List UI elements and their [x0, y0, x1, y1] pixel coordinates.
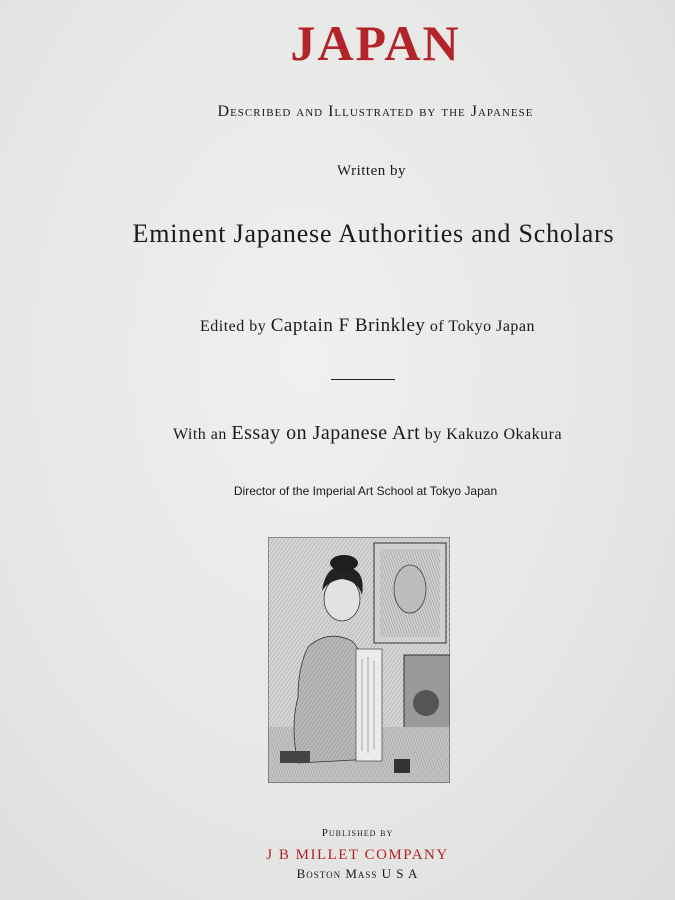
- published-by: Published by: [321, 827, 394, 839]
- essay-line: [30, 422, 675, 445]
- edited-line: [30, 315, 675, 337]
- edited-post: of Tokyo Japan: [429, 318, 536, 335]
- essay-pre: With an: [172, 426, 227, 443]
- written-by: Written by: [337, 163, 406, 179]
- essay-title: Essay on Japanese Art: [231, 422, 421, 444]
- divider-rule: [331, 379, 395, 380]
- publisher-city: Boston Mass U S A: [296, 866, 419, 881]
- subtitle: Described and Illustrated by the Japanese: [217, 103, 534, 120]
- authors-line: Eminent Japanese Authorities and Scholars: [132, 219, 615, 248]
- director-line: Director of the Imperial Art School at Tokyo Japan: [233, 484, 498, 498]
- publisher-name: J B MILLET COMPANY: [266, 847, 449, 863]
- edited-pre: Edited by: [199, 318, 267, 335]
- essay-author: by Kakuzo Okakura: [424, 426, 563, 443]
- frontispiece-engraving: [268, 537, 450, 783]
- page-title: JAPAN: [290, 15, 461, 71]
- editor-name: Captain F Brinkley: [270, 315, 426, 336]
